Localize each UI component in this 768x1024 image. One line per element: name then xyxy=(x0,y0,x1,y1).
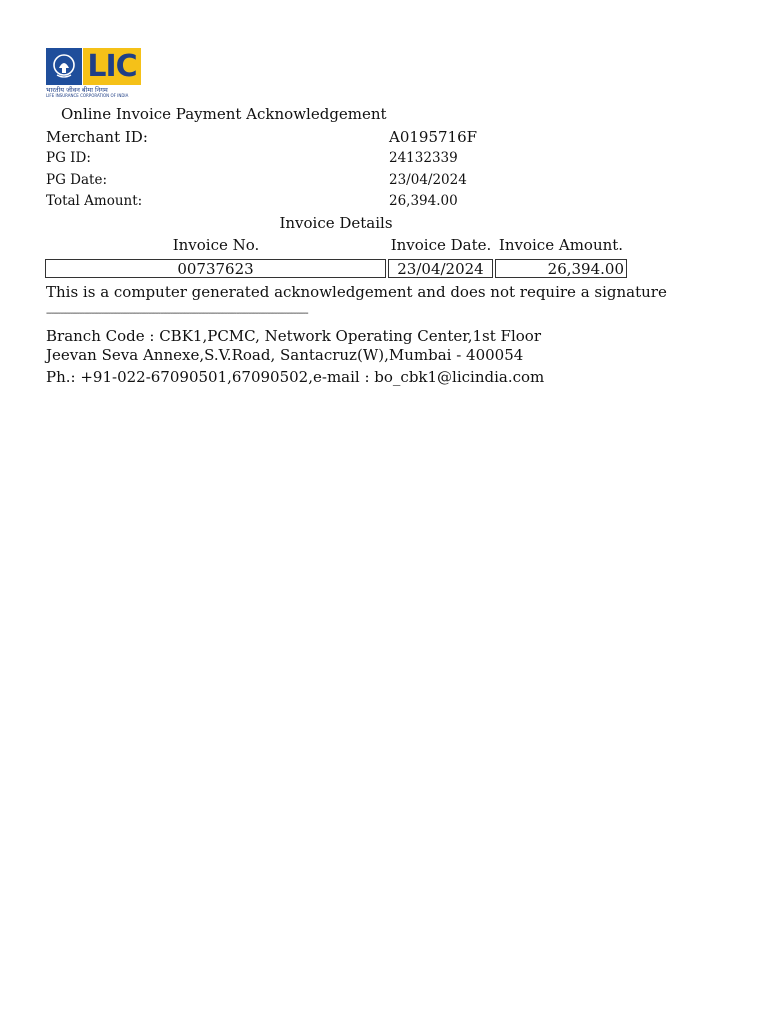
merchant-id-label: Merchant ID: xyxy=(46,128,148,146)
page-title: Online Invoice Payment Acknowledgement xyxy=(61,105,387,123)
separator-line: -------------------------------------------------------------------------------------------------------------- xyxy=(46,308,308,319)
invoice-date-cell: 23/04/2024 xyxy=(388,259,493,278)
invoice-amount-cell: 26,394.00 xyxy=(495,259,627,278)
pg-date-value: 23/04/2024 xyxy=(389,172,467,188)
lamp-emblem-icon xyxy=(53,53,75,80)
logo-brand-text: LIC xyxy=(87,49,137,84)
invoice-date-header: Invoice Date. xyxy=(390,236,492,254)
merchant-id-value: A0195716F xyxy=(389,128,478,146)
pg-date-label: PG Date: xyxy=(46,172,107,188)
total-amount-label: Total Amount: xyxy=(46,193,143,209)
invoice-details-heading: Invoice Details xyxy=(279,214,393,232)
address-line-3: Ph.: +91-022-67090501,67090502,e-mail : bo_cbk1@licindia.com xyxy=(46,368,545,386)
address-line-1: Branch Code : CBK1,PCMC, Network Operating Center,1st Floor xyxy=(46,327,541,345)
disclaimer-text: This is a computer generated acknowledgement and does not require a signature xyxy=(46,283,667,301)
total-amount-value: 26,394.00 xyxy=(389,193,458,209)
pg-id-value: 24132339 xyxy=(389,150,458,166)
lic-logo xyxy=(46,48,141,98)
pg-id-label: PG ID: xyxy=(46,150,91,166)
invoice-amount-header: Invoice Amount. xyxy=(498,236,624,254)
logo-english-text: LIFE INSURANCE CORPORATION OF INDIA xyxy=(46,93,129,98)
invoice-no-cell: 00737623 xyxy=(45,259,386,278)
invoice-no-header: Invoice No. xyxy=(172,236,260,254)
logo-hindi-text: भारतीय जीवन बीमा निगम xyxy=(46,86,108,94)
address-line-2: Jeevan Seva Annexe,S.V.Road, Santacruz(W),Mumbai - 400054 xyxy=(46,346,524,364)
